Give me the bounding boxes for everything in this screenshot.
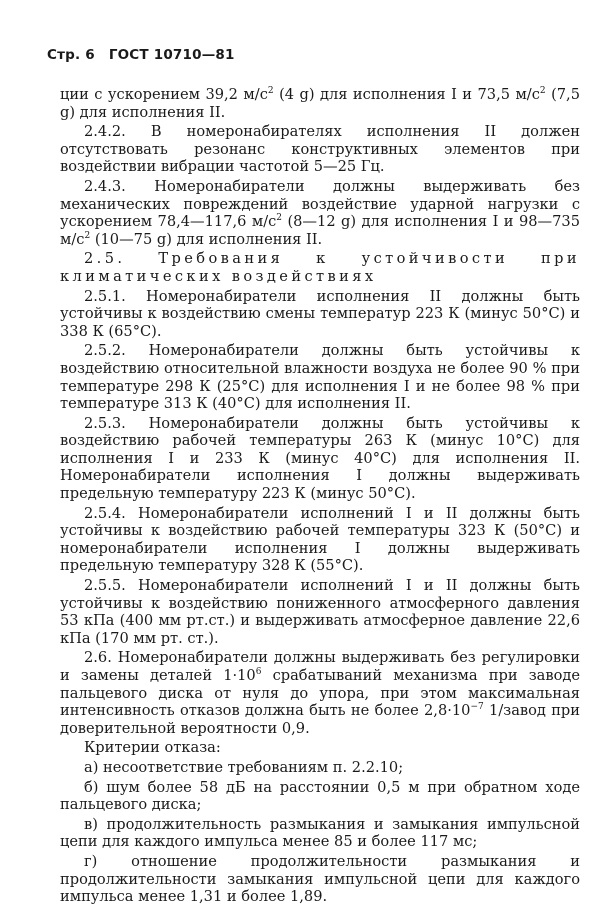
paragraph-continuation: ции с ускорением 39,2 $м/с^2$ (4 g) для исполнения I и 73,5 $м/с^2$ (7,5 g) для исполнения II. — [60, 86, 580, 121]
criteria-title: Критерии отказа: — [84, 739, 221, 757]
page-header — [47, 47, 235, 63]
page-number: Стр. 6 — [47, 47, 95, 63]
clause-2-5-2: 2.5.2. Номеронабиратели должны быть устойчивы к воздействию относительной влажности воздуха не более 90 % при температуре 298 К (25°С) для исполнения I и не более 98 % при температуре 313 К (40°С) для исполнения II. — [60, 342, 580, 413]
clause-2-5-5: 2.5.5. Номеронабиратели исполнений I и II должны быть устойчивы к воздействию пониженного атмосферного давления 53 кПа (400 мм рт.ст.) и выдерживать атмосферное давление 22,6 кПа (170 мм рт. ст.). — [60, 577, 580, 647]
section-heading-2-5: 2.5. Требования к устойчивости при климатических воздействиях — [60, 250, 580, 285]
criterion-g: г) отношение продолжительности размыкания и продолжительности замыкания импульсной цепи для каждого импульса менее 1,31 и более 1,89. — [60, 852, 580, 906]
clause-2-6: 2.6. Номеронабиратели должны выдерживать без регулировки и замены деталей $1\cdot 10^6$ срабатываний механизма при заводе пальцевого диска от нуля до упора, при этом максимальная интенсивность отказов должна быть не более $2,8\cdot 10^{-7}$ 1/завод при доверительной вероятности 0,9. — [60, 649, 580, 737]
criterion-b: б) шум более 58 дБ на расстоянии 0,5 м при обратном ходе пальцевого диска; — [60, 778, 580, 814]
standard-code: ГОСТ 10710—81 — [108, 47, 235, 63]
clause-2-4-2: 2.4.2. В номеронабирателях исполнения II должен отсутствовать резонанс конструктивных элементов при воздействии вибрации частотой 5—25 Гц. — [60, 123, 580, 176]
criterion-v: в) продолжительность размыкания и замыкания импульсной цепи для каждого импульса менее 85 и более 117 мс; — [60, 815, 580, 851]
clause-2-4-3: 2.4.3. Номеронабиратели должны выдерживать без механических повреждений воздействие ударной нагрузки с ускорением 78,4—117,6 $м/с^2$ (8—12 g) для исполнения I и 98—735 $м/с^2$ (10—75 g) для исполнения II. — [60, 177, 580, 248]
criterion-a: а) несоответствие требованиям п. 2.2.10; — [84, 758, 404, 776]
clause-2-5-1: 2.5.1. Номеронабиратели исполнения II должны быть устойчивы к воздействию смены температур 223 К (минус 50°С) и 338 К (65°С). — [60, 287, 580, 340]
document-body — [60, 86, 580, 906]
clause-2-5-4: 2.5.4. Номеронабиратели исполнений I и II должны быть устойчивы к воздействию рабочей температуры 323 К (50°С) и номеронабиратели исполнения I должны выдерживать предельную температуру 328 К (55°С). — [60, 504, 580, 575]
clause-2-5-3: 2.5.3. Номеронабиратели должны быть устойчивы к воздействию рабочей температуры 263 К (минус 10°С) для исполнения I и 233 К (минус 40°С) для исполнения II. Номеронабиратели исполнения I должны выдерживать предельную температуру 223 К (минус 50°С). — [60, 414, 580, 503]
